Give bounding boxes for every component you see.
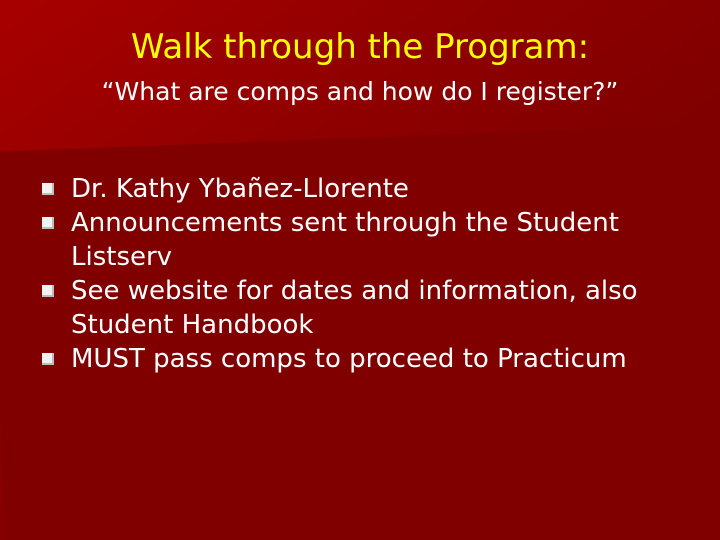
bullet-text: Dr. Kathy Ybañez-Llorente	[71, 174, 409, 204]
bullet-list	[40, 172, 700, 376]
bullet-item	[40, 206, 700, 274]
square-bullet-icon	[42, 353, 54, 365]
slide-subtitle: “What are comps and how do I register?”	[101, 77, 619, 106]
square-bullet-icon	[42, 183, 54, 195]
bullet-text: See website for dates and information, also Student Handbook	[71, 276, 638, 340]
bullet-item	[40, 274, 700, 342]
bullet-text: MUST pass comps to proceed to Practicum	[71, 344, 627, 374]
square-bullet-icon	[42, 285, 54, 297]
slide-title: Walk through the Program:	[130, 27, 590, 67]
bullet-text: Announcements sent through the Student Listserv	[71, 208, 619, 272]
bullet-item	[40, 172, 700, 206]
bullet-item	[40, 342, 700, 376]
square-bullet-icon	[42, 217, 54, 229]
